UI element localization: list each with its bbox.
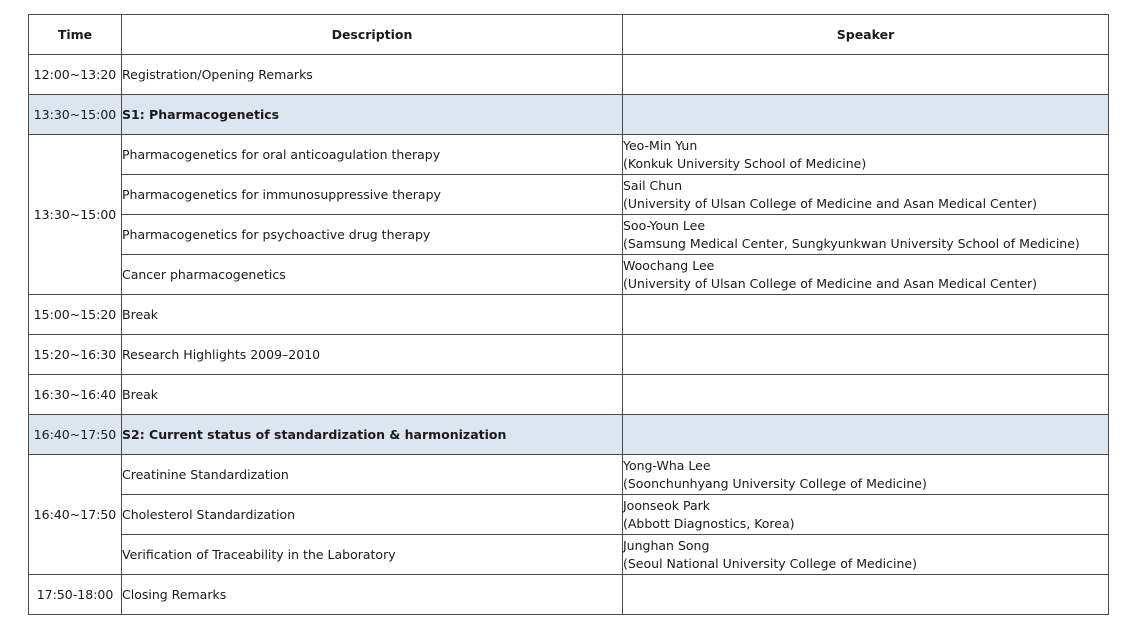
header-description: Description	[122, 15, 623, 55]
time-cell: 17:50-18:00	[29, 575, 122, 615]
time-cell: 13:30~15:00	[29, 95, 122, 135]
speaker-affiliation: (Abbott Diagnostics, Korea)	[623, 515, 795, 531]
time-cell: 15:00~15:20	[29, 295, 122, 335]
speaker-name: Joonseok Park	[623, 497, 710, 513]
table-row	[29, 535, 1109, 575]
speaker-name: Sail Chun	[623, 177, 683, 193]
time-cell: 16:40~17:50	[29, 415, 122, 455]
speaker-name: Woochang Lee	[623, 257, 715, 273]
table-row	[29, 215, 1109, 255]
speaker-cell	[623, 175, 1109, 215]
session-row	[29, 95, 1109, 135]
speaker-affiliation: (Konkuk University School of Medicine)	[623, 155, 867, 171]
table-row	[29, 375, 1109, 415]
description-cell: Closing Remarks	[122, 575, 623, 615]
speaker-cell	[623, 335, 1109, 375]
time-cell: 16:40~17:50	[29, 455, 122, 575]
session-title: S1: Pharmacogenetics	[122, 95, 623, 135]
speaker-affiliation: (Samsung Medical Center, Sungkyunkwan University School of Medicine)	[623, 235, 1080, 251]
speaker-name: Yeo-Min Yun	[623, 137, 698, 153]
session-row	[29, 415, 1109, 455]
description-cell: Pharmacogenetics for oral anticoagulation therapy	[122, 135, 623, 175]
speaker-cell	[623, 455, 1109, 495]
time-cell: 13:30~15:00	[29, 135, 122, 295]
table-row	[29, 575, 1109, 615]
speaker-cell	[623, 295, 1109, 335]
table-row	[29, 495, 1109, 535]
speaker-cell	[623, 495, 1109, 535]
time-cell: 16:30~16:40	[29, 375, 122, 415]
speaker-cell	[623, 375, 1109, 415]
table-row	[29, 255, 1109, 295]
description-cell: Research Highlights 2009–2010	[122, 335, 623, 375]
table-row	[29, 455, 1109, 495]
time-cell: 12:00~13:20	[29, 55, 122, 95]
table-row	[29, 335, 1109, 375]
description-cell: Creatinine Standardization	[122, 455, 623, 495]
speaker-cell	[623, 135, 1109, 175]
speaker-cell	[623, 575, 1109, 615]
speaker-name: Junghan Song	[623, 537, 710, 553]
table-row	[29, 135, 1109, 175]
speaker-name: Yong-Wha Lee	[623, 457, 711, 473]
description-cell: Break	[122, 295, 623, 335]
description-cell: Pharmacogenetics for immunosuppressive therapy	[122, 175, 623, 215]
description-cell: Registration/Opening Remarks	[122, 55, 623, 95]
table-row	[29, 55, 1109, 95]
speaker-cell	[623, 415, 1109, 455]
description-cell: Pharmacogenetics for psychoactive drug therapy	[122, 215, 623, 255]
schedule-table	[28, 14, 1109, 615]
table-row	[29, 175, 1109, 215]
speaker-cell	[623, 95, 1109, 135]
speaker-cell	[623, 535, 1109, 575]
speaker-cell	[623, 215, 1109, 255]
speaker-affiliation: (Seoul National University College of Medicine)	[623, 555, 917, 571]
speaker-cell	[623, 55, 1109, 95]
time-cell: 15:20~16:30	[29, 335, 122, 375]
description-cell: Cholesterol Standardization	[122, 495, 623, 535]
session-title: S2: Current status of standardization & harmonization	[122, 415, 623, 455]
speaker-cell	[623, 255, 1109, 295]
table-row	[29, 295, 1109, 335]
speaker-affiliation: (University of Ulsan College of Medicine and Asan Medical Center)	[623, 275, 1037, 291]
header-time: Time	[29, 15, 122, 55]
description-cell: Verification of Traceability in the Laboratory	[122, 535, 623, 575]
speaker-affiliation: (Soonchunhyang University College of Medicine)	[623, 475, 927, 491]
speaker-affiliation: (University of Ulsan College of Medicine and Asan Medical Center)	[623, 195, 1037, 211]
speaker-name: Soo-Youn Lee	[623, 217, 706, 233]
header-speaker: Speaker	[623, 15, 1109, 55]
description-cell: Break	[122, 375, 623, 415]
header-row	[29, 15, 1109, 55]
description-cell: Cancer pharmacogenetics	[122, 255, 623, 295]
